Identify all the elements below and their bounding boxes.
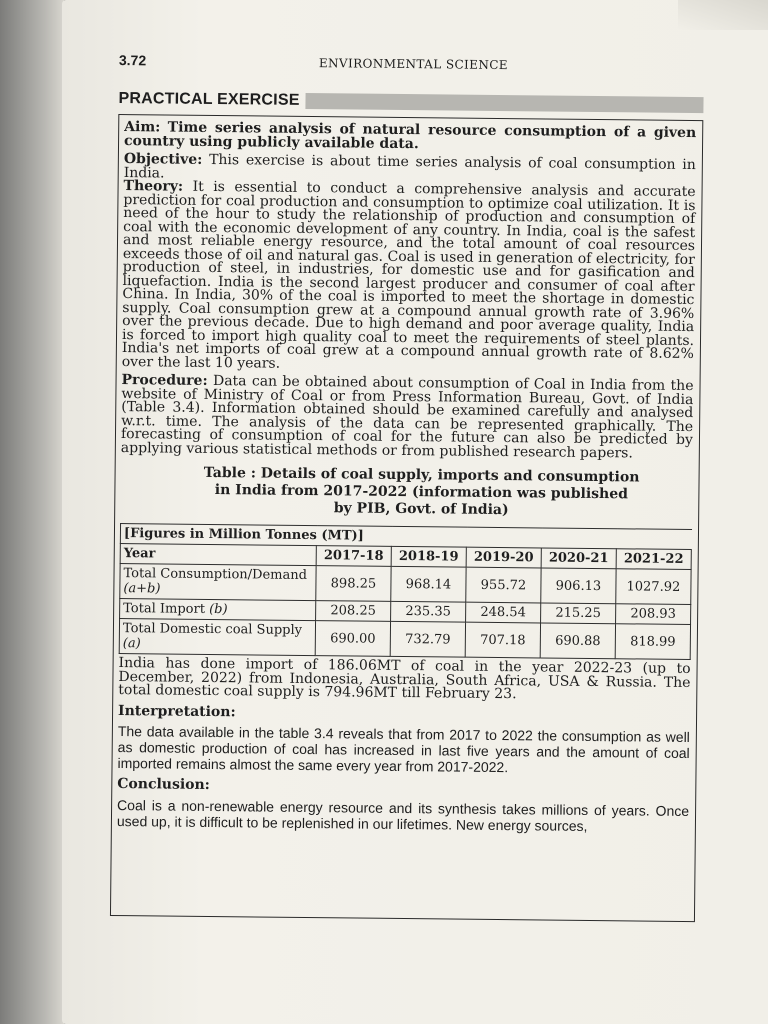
row-label-text: Total Domestic coal Supply bbox=[122, 621, 303, 638]
table-caption-line: in India from 2017-2022 (information was published bbox=[214, 482, 629, 503]
table-header-cell: 2021-22 bbox=[616, 549, 691, 570]
table-row-label bbox=[120, 564, 316, 601]
row-label-text: Total Import bbox=[123, 601, 206, 617]
table-cell: 906.13 bbox=[541, 568, 616, 604]
page-number: 3.72 bbox=[118, 52, 147, 69]
row-sublabel: (b) bbox=[209, 601, 228, 618]
row-sublabel: (a) bbox=[122, 636, 141, 652]
section-heading bbox=[118, 90, 703, 114]
table-cell: 818.99 bbox=[615, 624, 690, 660]
table-cell: 208.25 bbox=[316, 601, 391, 622]
procedure-label: Procedure: bbox=[121, 372, 208, 389]
table-caption-line: by PIB, Govt. of India) bbox=[333, 500, 509, 519]
row-sublabel: (a+b) bbox=[123, 581, 161, 597]
table-header-cell: 2019-20 bbox=[466, 547, 541, 568]
import-paragraph: India has done import of 186.06MT of coal in the year 2022-23 (up to December, 2022) from Indonesia, Australia, South Africa, USA & Russia. The total domestic coal supply is 794.96MT till February 23. bbox=[118, 655, 691, 703]
aim-text: Time series analysis of natural resource consumption of a given country using publicly available data. bbox=[123, 119, 697, 152]
table-row-label bbox=[120, 599, 316, 621]
table-row bbox=[119, 619, 690, 660]
table-caption bbox=[120, 464, 693, 521]
table-header-cell: 2020-21 bbox=[541, 548, 616, 569]
page-content bbox=[110, 52, 704, 922]
table-cell: 732.79 bbox=[390, 621, 465, 657]
aim-paragraph bbox=[124, 121, 696, 154]
aim-label: Aim: bbox=[124, 119, 161, 136]
conclusion-heading: Conclusion: bbox=[117, 776, 210, 793]
table-header-year: Year bbox=[120, 544, 316, 566]
page-edge-shadow bbox=[678, 0, 768, 30]
table-cell: 215.25 bbox=[541, 603, 616, 624]
section-title: PRACTICAL EXERCISE bbox=[118, 89, 300, 109]
table-cell: 235.35 bbox=[391, 601, 466, 622]
procedure-paragraph bbox=[121, 374, 694, 461]
book-title: ENVIRONMENTAL SCIENCE bbox=[318, 56, 509, 73]
table-cell: 208.93 bbox=[616, 604, 691, 625]
table-caption-line: Table : Details of coal supply, imports and consumption bbox=[203, 464, 640, 486]
row-label-text: Total Consumption/Demand bbox=[123, 566, 308, 583]
theory-text: It is essential to conduct a comprehensive analysis and accurate prediction for coal production and consumption to optimize coal utilization. It is need of the hour to study the relationship of production and consumption of coal with the economic development of any country. In India, coal is the safest and most reliable energy resource, and the total amount of coal resources exceeds those of oil and natural gas. Coal is used in generation of electricity, for production of steel, in industries, for domestic use and for gasification and liquefaction. India is the second largest producer and consumer of coal after China. In India, 30% of the coal is imported to meet the shortage in domestic supply. Coal consumption grew at a compound annual growth rate of 3.96% over the previous decade. Due to high demand and poor average quality, India is forced to import high quality coal to meet the requirements of steel plants. India's net imports of coal grew at a compound annual growth rate of 8.62% over the last 10 years. bbox=[121, 178, 696, 372]
section-rule bbox=[306, 93, 704, 113]
procedure-text: Data can be obtained about consumption of Coal in India from the website of Ministry of Coal or from Press Information Bureau, Govt. of India (Table 3.4). Information obtained should be examined carefully and analysed w.r.t. time. The analysis of the data can be represented graphically. The forecasting of consumption of coal for the future can also be predicted by applying various statistical methods or from published research papers. bbox=[120, 373, 694, 461]
theory-label: Theory: bbox=[123, 178, 184, 195]
table-cell: 955.72 bbox=[466, 567, 541, 603]
table-cell: 690.88 bbox=[540, 623, 615, 659]
interpretation-heading: Interpretation: bbox=[118, 702, 236, 720]
coal-data-table bbox=[119, 523, 692, 660]
book-gutter bbox=[0, 0, 64, 1024]
objective-text: This exercise is about time series analysis of coal consumption in India. bbox=[123, 151, 696, 181]
theory-paragraph bbox=[122, 180, 696, 375]
table-cell: 898.25 bbox=[316, 566, 391, 602]
table-units-note: [Figures in Million Tonnes (MT)] bbox=[120, 524, 691, 550]
table-cell: 690.00 bbox=[315, 621, 390, 657]
table-header-cell: 2018-19 bbox=[391, 546, 466, 567]
exercise-box bbox=[110, 114, 703, 922]
table-row bbox=[120, 564, 691, 605]
table-row-label bbox=[119, 619, 315, 656]
table-cell: 707.18 bbox=[465, 622, 540, 658]
table-cell: 968.14 bbox=[391, 566, 466, 602]
book-page bbox=[62, 0, 768, 1024]
interpretation-paragraph: The data available in the table 3.4 reveals that from 2017 to 2022 the consumption as well as domestic production of coal has increased in last five years and the amount of coal imported remains almost the same every year from 2017-2022. bbox=[117, 723, 690, 776]
running-header bbox=[119, 52, 704, 84]
objective-label: Objective: bbox=[123, 151, 203, 168]
table-cell: 248.54 bbox=[466, 602, 541, 623]
conclusion-paragraph: Coal is a non-renewable energy resource and its synthesis takes millions of years. Once used up, it is difficult to be replenished in our lifetimes. New energy sources, bbox=[116, 796, 690, 834]
table-header-cell: 2017-18 bbox=[316, 546, 391, 567]
table-cell: 1027.92 bbox=[616, 569, 691, 605]
